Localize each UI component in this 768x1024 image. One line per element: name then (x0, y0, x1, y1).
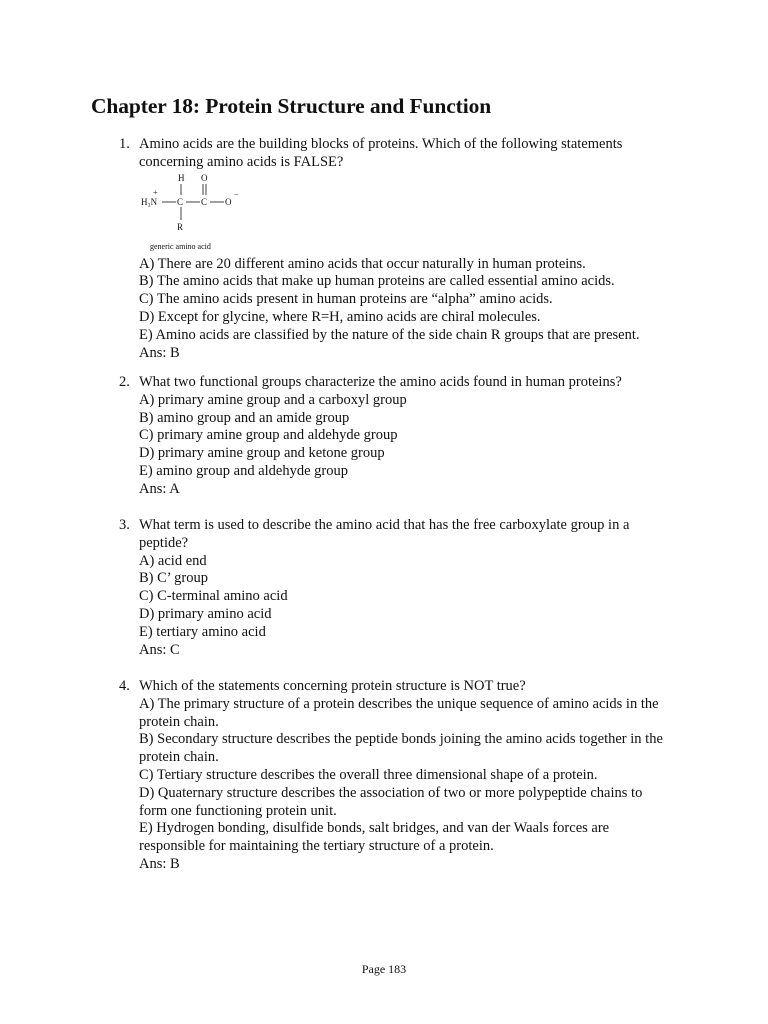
answer-option: C) primary amine group and aldehyde group (139, 427, 398, 444)
answer-key: Ans: C (139, 641, 180, 658)
answer-option: B) C’ group (139, 570, 209, 587)
atom-o-top: O (201, 173, 208, 183)
charge-minus: − (234, 189, 239, 199)
answer-option: D) primary amine group and ketone group (139, 445, 385, 462)
amino-acid-structure-diagram (139, 174, 269, 254)
question-stem: What two functional groups characterize the amino acids found in human proteins? (139, 374, 622, 390)
atom-o-right: O (225, 196, 232, 207)
answer-option: E) Amino acids are classified by the nature of the side chain R groups that are present. (139, 326, 640, 343)
answer-option: D) Except for glycine, where R=H, amino acids are chiral molecules. (139, 308, 541, 325)
page-number: Page 183 (361, 962, 407, 976)
answer-option: B) The amino acids that make up human proteins are called essential amino acids. (139, 273, 615, 290)
question-number: 2. (119, 374, 130, 390)
answer-option: C) The amino acids present in human proteins are “alpha” amino acids. (139, 291, 553, 308)
answer-key: Ans: B (139, 855, 180, 872)
atom-c-alpha: C (177, 196, 184, 207)
answer-option: B) amino group and an amide group (139, 409, 350, 426)
question-number: 1. (119, 136, 130, 152)
atom-h-top: H (178, 173, 185, 183)
answer-option: E) amino group and aldehyde group (139, 462, 348, 479)
answer-option: D) primary amino acid (139, 605, 272, 622)
answer-option: A) primary amine group and a carboxyl group (139, 391, 407, 408)
atom-h3n: H₃N (141, 196, 158, 207)
amino-acid-structure-figure (139, 174, 259, 252)
answer-option: E) tertiary amino acid (139, 623, 266, 640)
chapter-title: Chapter 18: Protein Structure and Function (91, 94, 492, 118)
answer-option: B) Secondary structure describes the peptide bonds joining the amino acids together in the protein chain. (139, 731, 663, 766)
answer-option: E) Hydrogen bonding, disulfide bonds, salt bridges, and van der Waals forces are responsible for maintaining the tertiary structure of a protein. (139, 820, 610, 855)
atom-c-carbonyl: C (201, 196, 208, 207)
charge-plus: + (153, 187, 158, 197)
question-stem: Amino acids are the building blocks of proteins. Which of the following statements concerning amino acids is FALSE? (139, 136, 623, 170)
answer-option: A) The primary structure of a protein describes the unique sequence of amino acids in the protein chain. (139, 695, 659, 730)
answer-option: A) acid end (139, 552, 207, 569)
question-number: 4. (119, 678, 130, 694)
answer-option: A) There are 20 different amino acids that occur naturally in human proteins. (139, 255, 586, 272)
question-stem: What term is used to describe the amino acid that has the free carboxylate group in a peptide? (139, 517, 630, 551)
answer-key: Ans: B (139, 344, 180, 361)
answer-option: C) C-terminal amino acid (139, 588, 288, 605)
question-number: 3. (119, 517, 130, 533)
answer-option: D) Quaternary structure describes the association of two or more polypeptide chains to form one functioning protein unit. (139, 784, 643, 819)
figure-caption: generic amino acid (150, 241, 211, 251)
question-stem: Which of the statements concerning protein structure is NOT true? (139, 678, 526, 694)
atom-r: R (177, 221, 184, 232)
answer-option: C) Tertiary structure describes the overall three dimensional shape of a protein. (139, 766, 598, 783)
answer-key: Ans: A (139, 480, 180, 497)
